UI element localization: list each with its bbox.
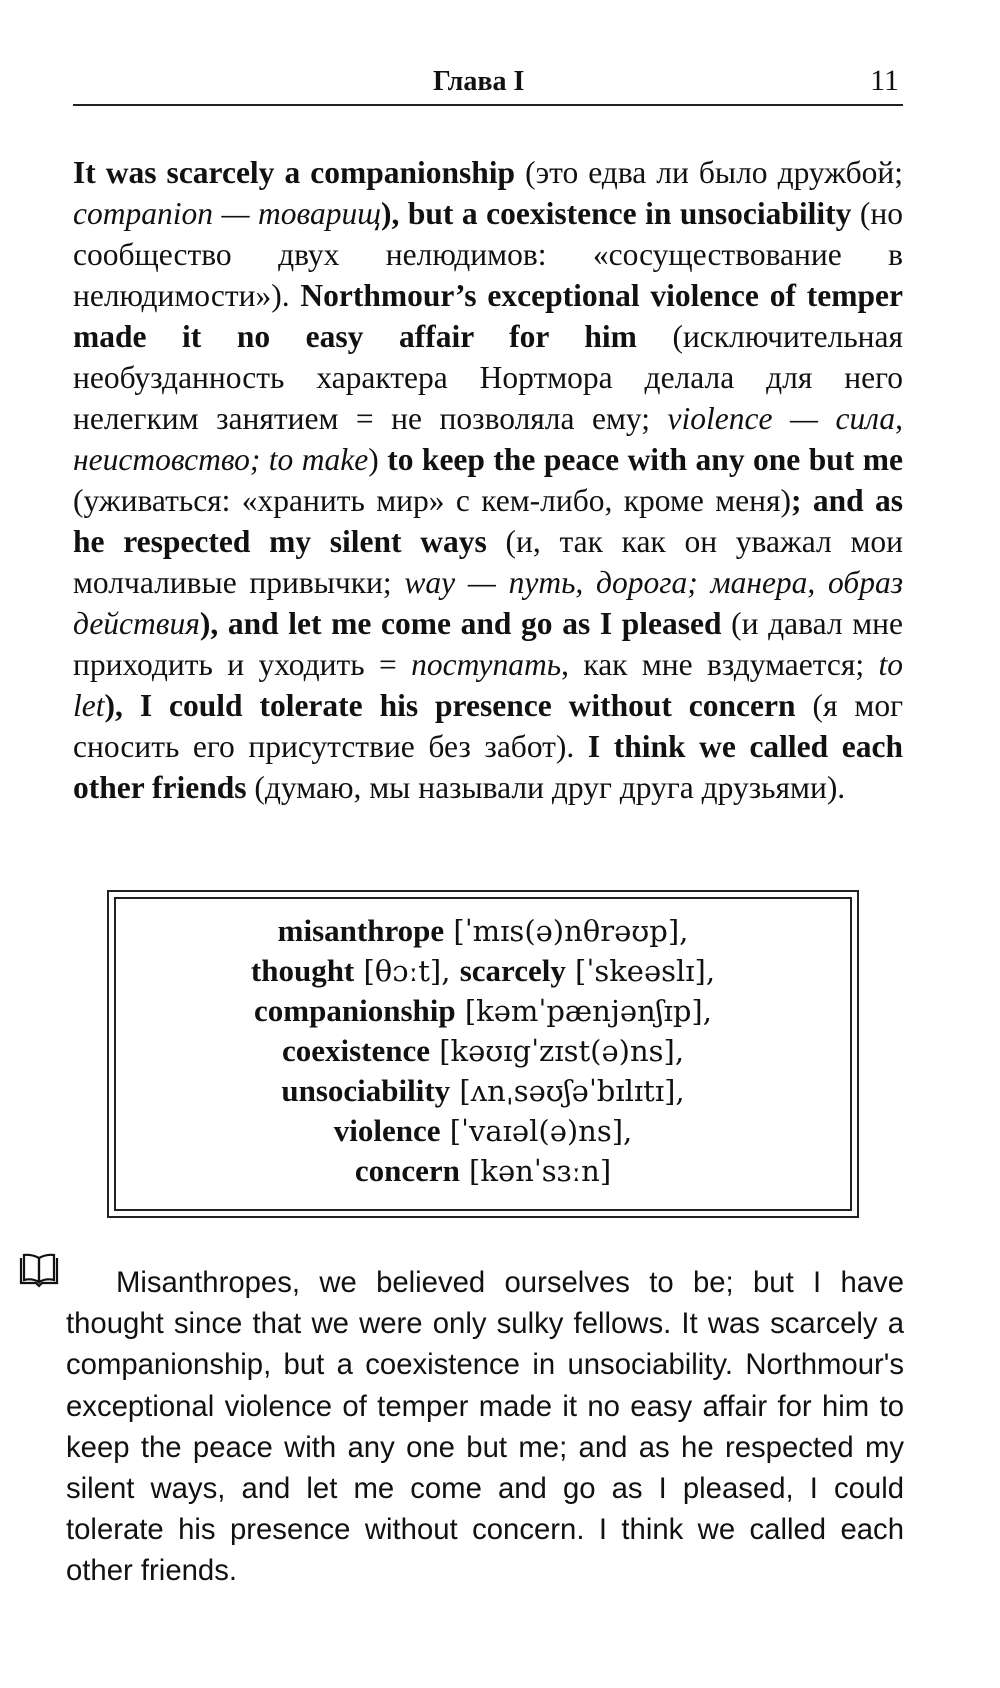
punctuation: ), (380, 196, 408, 231)
russian-gloss: (я мог сносить его присутствие без забот). (73, 688, 903, 764)
transcription: [kənˈsɜːn] (459, 1154, 612, 1188)
russian-gloss: (и, так как он уважал мои молчаливые привычки; (73, 524, 903, 600)
english-phrase: and let me come and go as I pleased (227, 606, 722, 641)
russian-gloss: (это едва ли было дружбой; (515, 155, 904, 190)
headword: unsociability (281, 1073, 451, 1108)
transcription: [ʌnˌsəʊʃəˈbɪlɪtɪ], (450, 1074, 685, 1108)
pronunciation-line (116, 1031, 850, 1071)
transcription: [ˈmɪs(ə)nθrəʊp], (444, 914, 689, 948)
original-text-paragraph: Misanthropes, we believed ourselves to be; but I have thought since that we were only sulky fellows. It was scarcely a companionship, but a coexistence in unsociability. Northmour's exceptional violence of temper made it no easy affair for him to keep the peace with any one but me; and as he respected my silent ways, and let me come and go as I pleased, I could tolerate his presence without concern. I think we called each other friends. (66, 1266, 904, 1588)
headword: misanthrope (277, 913, 445, 948)
punctuation: ), (104, 688, 140, 723)
vocab-note: violence — сила, неистовство; to make (73, 401, 903, 477)
russian-gloss: (думаю, мы называли друг друга друзьями). (246, 770, 846, 805)
english-phrase: I could tolerate his presence without concern (139, 688, 796, 723)
pronunciation-box-inner-border (114, 897, 852, 1211)
russian-gloss: (и давал мне приходить и уходить = (73, 606, 903, 682)
pronunciation-line (116, 1151, 850, 1191)
pronunciation-line (116, 951, 850, 991)
pronunciation-line (116, 991, 850, 1031)
vocab-note: поступать (411, 647, 562, 682)
running-head (73, 62, 903, 106)
punctuation: ) (368, 442, 388, 477)
english-phrase: I think we called each other friends (73, 729, 903, 805)
headword: coexistence (281, 1033, 430, 1068)
pronunciation-line (116, 911, 850, 951)
headword: concern (354, 1153, 460, 1188)
english-phrase: but a coexistence in unsociability (407, 196, 852, 231)
open-book-icon (18, 1253, 60, 1289)
chapter-label: Глава I (433, 66, 525, 97)
pronunciation-line (116, 1071, 850, 1111)
russian-gloss: (исключительная необузданность характера Нортмора делала для него нелегким занятием = не позволяла ему; (73, 319, 904, 436)
english-phrase: ; and as he respected my silent ways (73, 483, 903, 559)
headword: thought (250, 953, 355, 988)
russian-gloss: , как мне вздумается; (561, 647, 879, 682)
english-phrase: Northmour’s exceptional violence of temper made it no easy affair for him (73, 278, 904, 354)
english-phrase: It was scarcely a companionship (73, 155, 516, 190)
headword: violence (333, 1113, 441, 1148)
transcription: [ˈvaɪəl(ə)ns], (440, 1114, 633, 1148)
vocab-note: way — путь, дорога; манера, образ действия (73, 565, 903, 641)
vocab-note: to let (73, 647, 904, 723)
page-number: 11 (870, 64, 899, 97)
transcription: [θɔːt], (354, 954, 460, 988)
punctuation: ), (199, 606, 228, 641)
pronunciation-list (116, 911, 850, 1191)
english-phrase: to keep the peace with any one but me (387, 442, 903, 477)
headword: companionship (254, 993, 456, 1028)
transcription: [ˈskeəslɪ], (565, 954, 716, 988)
vocab-note: companion — товарищ (73, 196, 381, 231)
russian-gloss: (уживаться: «хранить мир» с кем-либо, кроме меня) (73, 483, 791, 518)
transcription: [kəʊɪgˈzɪst(ə)ns], (430, 1034, 685, 1068)
transcription: [kəmˈpænjənʃɪp], (455, 994, 712, 1028)
russian-gloss: (но сообщество двух нелюдимов: «сосуществование в нелюдимости»). (73, 196, 903, 313)
pronunciation-box (107, 890, 859, 1218)
headword: scarcely (459, 953, 566, 988)
commentary-paragraph (73, 152, 903, 808)
pronunciation-line (116, 1111, 850, 1151)
